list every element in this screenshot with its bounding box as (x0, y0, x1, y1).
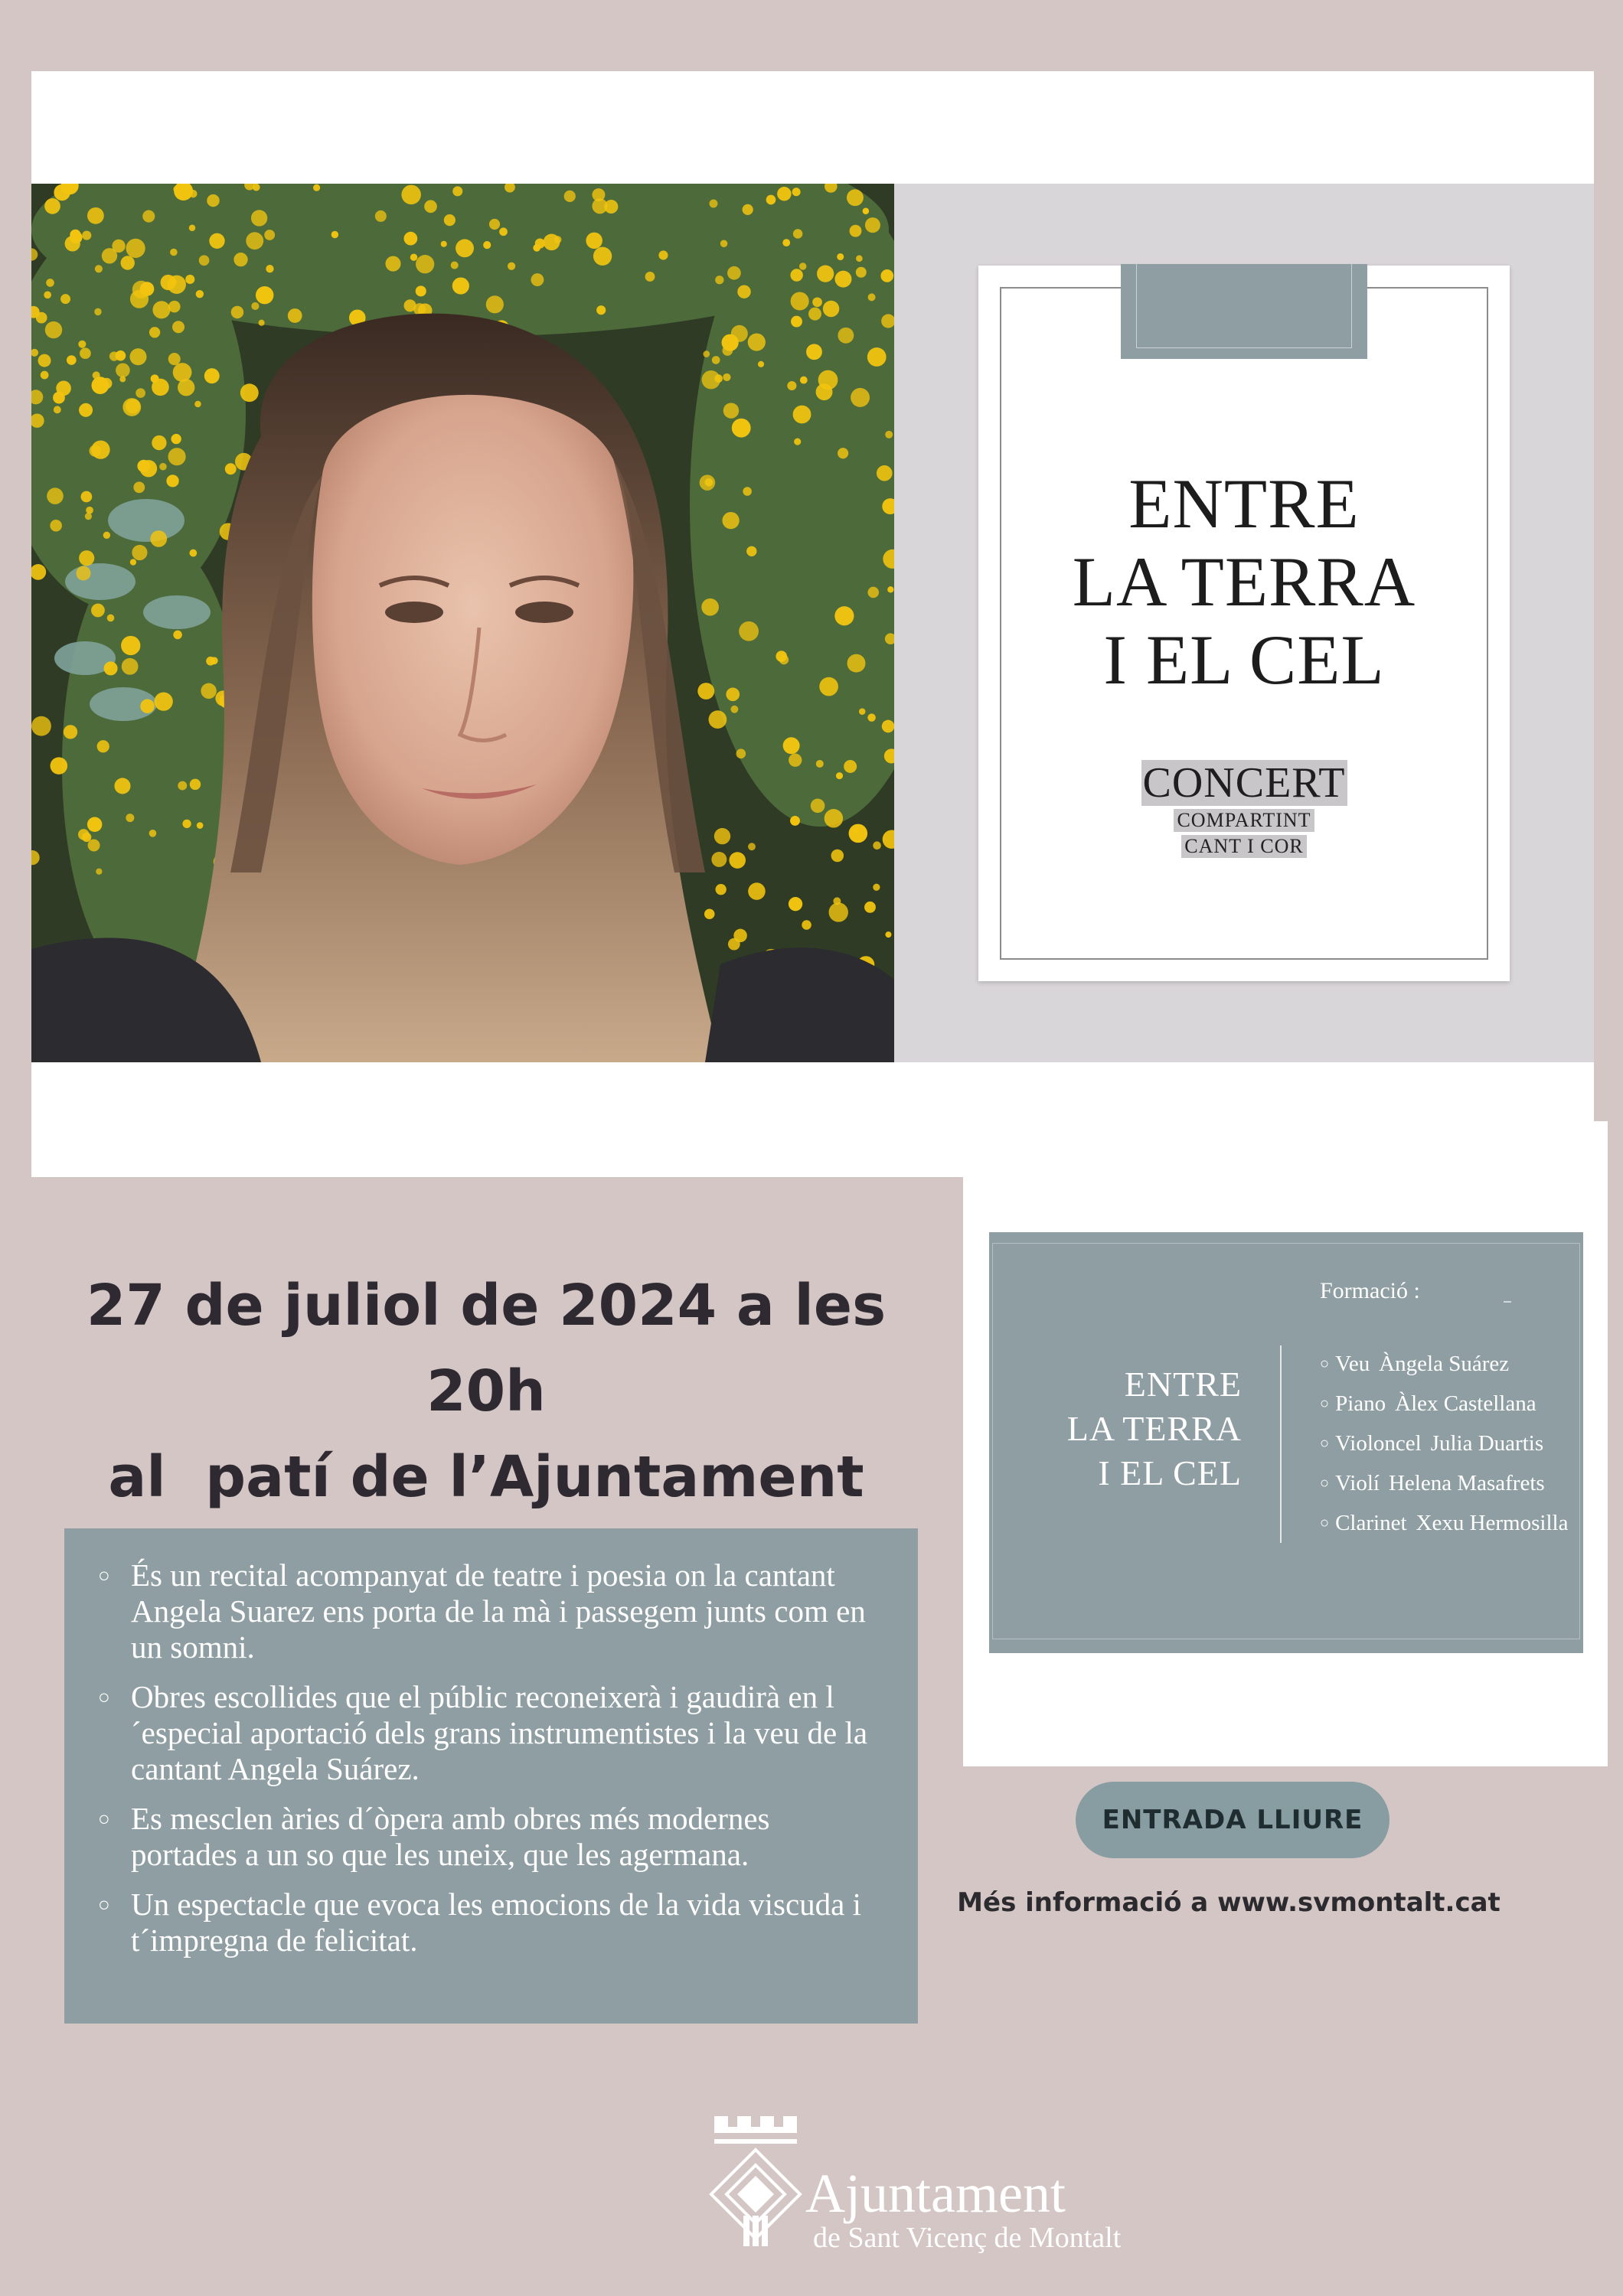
concert-subtitle: CANT I COR (1181, 835, 1306, 858)
member-name: Àngela Suárez (1379, 1352, 1510, 1376)
bullet-icon: ○ (1320, 1515, 1330, 1531)
description-text: Es mesclen àries d´òpera amb obres més modernes portades a un so que les uneix, que les agermana. (131, 1801, 770, 1872)
description-list (98, 1557, 872, 1972)
lineup-member (1320, 1511, 1568, 1551)
event-title-line: I EL CEL (1103, 621, 1385, 699)
description-item (98, 1801, 872, 1873)
bullet-icon: ○ (98, 1808, 110, 1830)
description-text: Un espectacle que evoca les emocions de la vida viscuda i t´impregna de felicitat. (131, 1887, 862, 1958)
title-card (978, 266, 1510, 981)
member-instrument: Violoncel (1335, 1431, 1422, 1456)
concert-label: CONCERT (1142, 759, 1346, 807)
description-text: És un recital acompanyat de teatre i poesia on la cantant Angela Suarez ens porta de la mà i passegem junts com en un somni. (131, 1557, 866, 1665)
portrait-photo (31, 184, 894, 1062)
member-name: Àlex Castellana (1395, 1391, 1536, 1416)
lineup-label: Formació : (1320, 1278, 1420, 1303)
event-place: al patí de l’Ajuntament (108, 1444, 864, 1510)
lineup-member (1320, 1471, 1568, 1511)
member-name: Xexu Hermosilla (1416, 1511, 1569, 1535)
bullet-icon: ○ (1320, 1435, 1330, 1452)
bullet-icon: ○ (1320, 1355, 1330, 1372)
member-name: Helena Masafrets (1388, 1471, 1545, 1495)
lineup-member (1320, 1431, 1568, 1471)
description-item (98, 1887, 872, 1958)
logo-subtitle: de Sant Vicenç de Montalt (813, 2222, 1122, 2254)
description-box (64, 1528, 918, 2024)
more-info-link[interactable]: Més informació a www.svmontalt.cat (957, 1887, 1501, 1918)
bullet-icon: ○ (1320, 1475, 1330, 1492)
event-date-block (23, 1263, 949, 1520)
bullet-icon: ○ (98, 1564, 110, 1587)
lineup-member (1320, 1352, 1568, 1391)
member-instrument: Veu (1335, 1352, 1370, 1376)
member-instrument: Piano (1335, 1391, 1386, 1416)
bullet-icon: ○ (98, 1893, 110, 1916)
title-card-tab (1121, 264, 1367, 359)
description-text: Obres escollides que el públic reconeixerà i gaudirà en l´especial aportació dels grans instrumentistes i la veu de la cantant Angela Suárez. (131, 1679, 868, 1786)
event-title-line: LA TERRA (1072, 543, 1416, 621)
free-entry-badge: ENTRADA LLIURE (1076, 1782, 1390, 1858)
lineup-list (1320, 1352, 1568, 1551)
portrait-illustration (31, 184, 894, 1062)
bullet-icon: ○ (1320, 1395, 1330, 1412)
description-item (98, 1557, 872, 1665)
lineup-member (1320, 1391, 1568, 1431)
concert-subtitle: COMPARTINT (1174, 809, 1314, 832)
lineup-title-line: ENTRE (1124, 1365, 1242, 1404)
bullet-icon: ○ (98, 1686, 110, 1708)
event-date: 27 de juliol de 2024 a les 20h (86, 1273, 887, 1424)
logo-name: Ajuntament (805, 2163, 1066, 2224)
event-title-line: ENTRE (1128, 465, 1360, 543)
lineup-title-line: LA TERRA (1066, 1409, 1242, 1448)
member-name: Julia Duartis (1430, 1431, 1544, 1456)
town-hall-crest-icon (699, 2116, 806, 2248)
lineup-divider (1280, 1345, 1282, 1543)
lineup-title-line: I EL CEL (1098, 1453, 1242, 1492)
lineup-label-mark (1504, 1301, 1511, 1303)
member-instrument: Clarinet (1335, 1511, 1407, 1535)
description-item (98, 1679, 872, 1787)
lineup-box (989, 1232, 1583, 1653)
lineup-title (989, 1362, 1242, 1495)
concert-label-block (978, 760, 1510, 858)
event-title (978, 465, 1510, 699)
member-instrument: Violí (1335, 1471, 1380, 1495)
